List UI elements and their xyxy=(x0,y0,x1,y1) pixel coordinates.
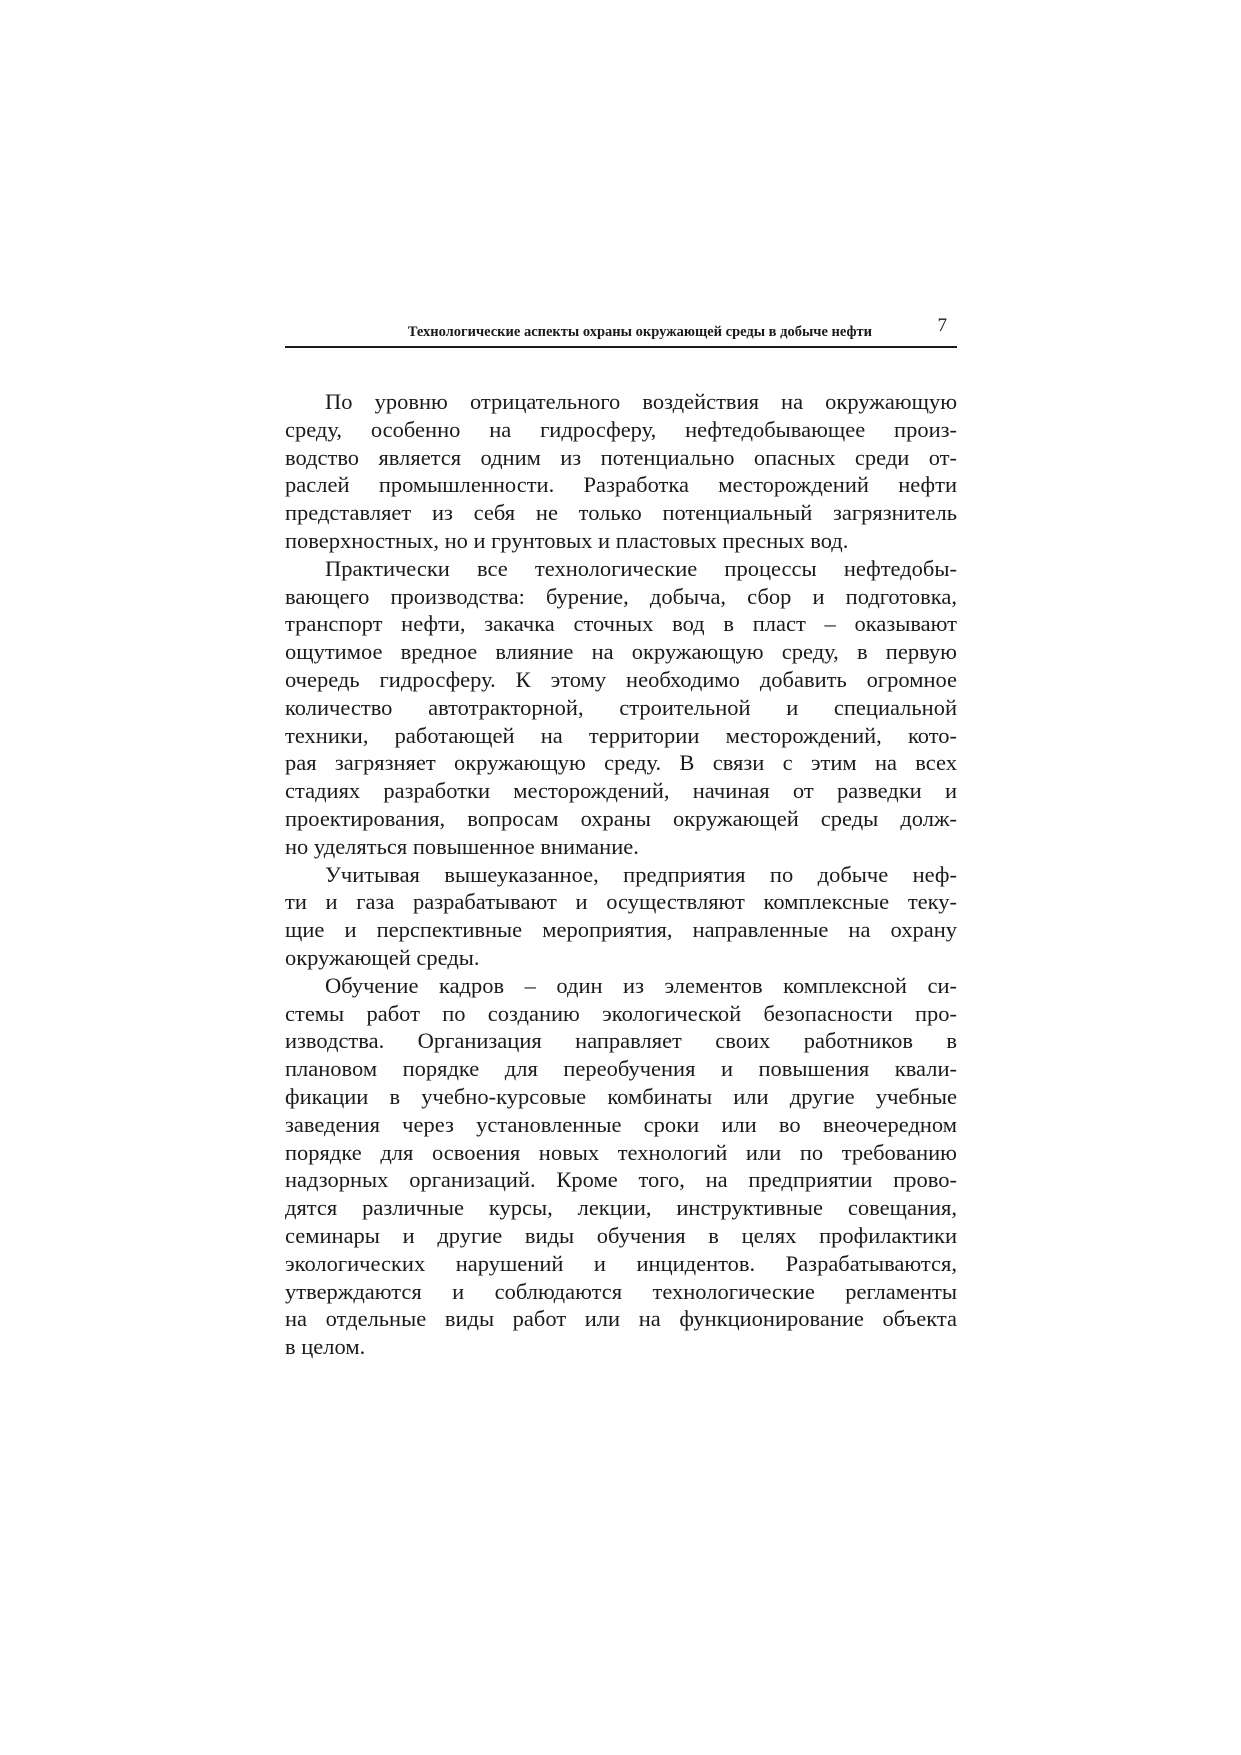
text-line: щие и перспективные мероприятия, направленные на охрану xyxy=(285,917,957,943)
text-line: транспорт нефти, закачка сточных вод в пласт – оказывают xyxy=(285,611,957,637)
text-line: Обучение кадров – один из элементов комплексной си- xyxy=(325,972,957,998)
text-line: в целом. xyxy=(285,1334,366,1360)
paragraph-3 xyxy=(285,861,957,972)
text-line: стадиях разработки месторождений, начиная от разведки и xyxy=(285,778,957,804)
text-line: проектирования, вопросам охраны окружающей среды долж- xyxy=(285,805,957,831)
text-line: надзорных организаций. Кроме того, на предприятии прово- xyxy=(285,1167,957,1193)
paragraph-1 xyxy=(285,388,957,555)
text-line: утверждаются и соблюдаются технологические регламенты xyxy=(285,1278,957,1304)
text-line: ощутимое вредное влияние на окружающую среду, в первую xyxy=(285,639,957,665)
book-page xyxy=(285,315,957,1360)
text-line: семинары и другие виды обучения в целях профилактики xyxy=(285,1222,957,1248)
text-line: окружающей среды. xyxy=(285,944,480,970)
text-line: рая загрязняет окружающую среду. В связи с этим на всех xyxy=(285,750,957,776)
text-line: дятся различные курсы, лекции, инструктивные совещания, xyxy=(285,1195,957,1221)
text-line: представляет из себя не только потенциальный загрязнитель xyxy=(285,500,957,526)
text-line: Учитывая вышеуказанное, предприятия по добыче неф- xyxy=(325,861,957,887)
running-header-title: Технологические аспекты охраны окружающей среды в добыче нефти xyxy=(407,324,872,340)
text-line: поверхностных, но и грунтовых и пластовых пресных вод. xyxy=(285,527,849,553)
text-line: плановом порядке для переобучения и повышения квали- xyxy=(285,1056,957,1082)
paragraph-2 xyxy=(285,555,957,861)
text-line: среду, особенно на гидросферу, нефтедобывающее произ- xyxy=(285,416,957,442)
text-body xyxy=(285,388,957,1361)
text-line: но уделяться повышенное внимание. xyxy=(285,833,639,859)
text-line: фикации в учебно-курсовые комбинаты или другие учебные xyxy=(285,1083,957,1109)
text-line: очередь гидросферу. К этому необходимо добавить огромное xyxy=(285,666,957,692)
text-line: стемы работ по созданию экологической безопасности про- xyxy=(285,1000,957,1026)
text-line: техники, работающей на территории месторождений, кото- xyxy=(285,722,957,748)
running-header xyxy=(285,316,957,348)
text-line: водство является одним из потенциально опасных среди от- xyxy=(285,444,957,470)
text-line: изводства. Организация направляет своих работников в xyxy=(285,1028,957,1054)
text-line: заведения через установленные сроки или во внеочередном xyxy=(285,1111,957,1137)
page-number: 7 xyxy=(937,315,947,336)
text-line: на отдельные виды работ или на функционирование объекта xyxy=(285,1306,957,1332)
text-line: количество автотракторной, строительной и специальной xyxy=(285,694,957,720)
text-line: экологических нарушений и инцидентов. Разрабатываются, xyxy=(285,1250,957,1276)
text-line: раслей промышленности. Разработка месторождений нефти xyxy=(285,472,957,498)
paragraph-4 xyxy=(285,972,957,1361)
text-line: По уровню отрицательного воздействия на окружающую xyxy=(325,389,957,414)
text-line: вающего производства: бурение, добыча, сбор и подготовка, xyxy=(285,583,957,609)
text-line: Практически все технологические процессы нефтедобы- xyxy=(325,555,957,581)
text-line: ти и газа разрабатывают и осуществляют комплексные теку- xyxy=(285,889,957,915)
text-line: порядке для освоения новых технологий или по требованию xyxy=(285,1139,957,1165)
